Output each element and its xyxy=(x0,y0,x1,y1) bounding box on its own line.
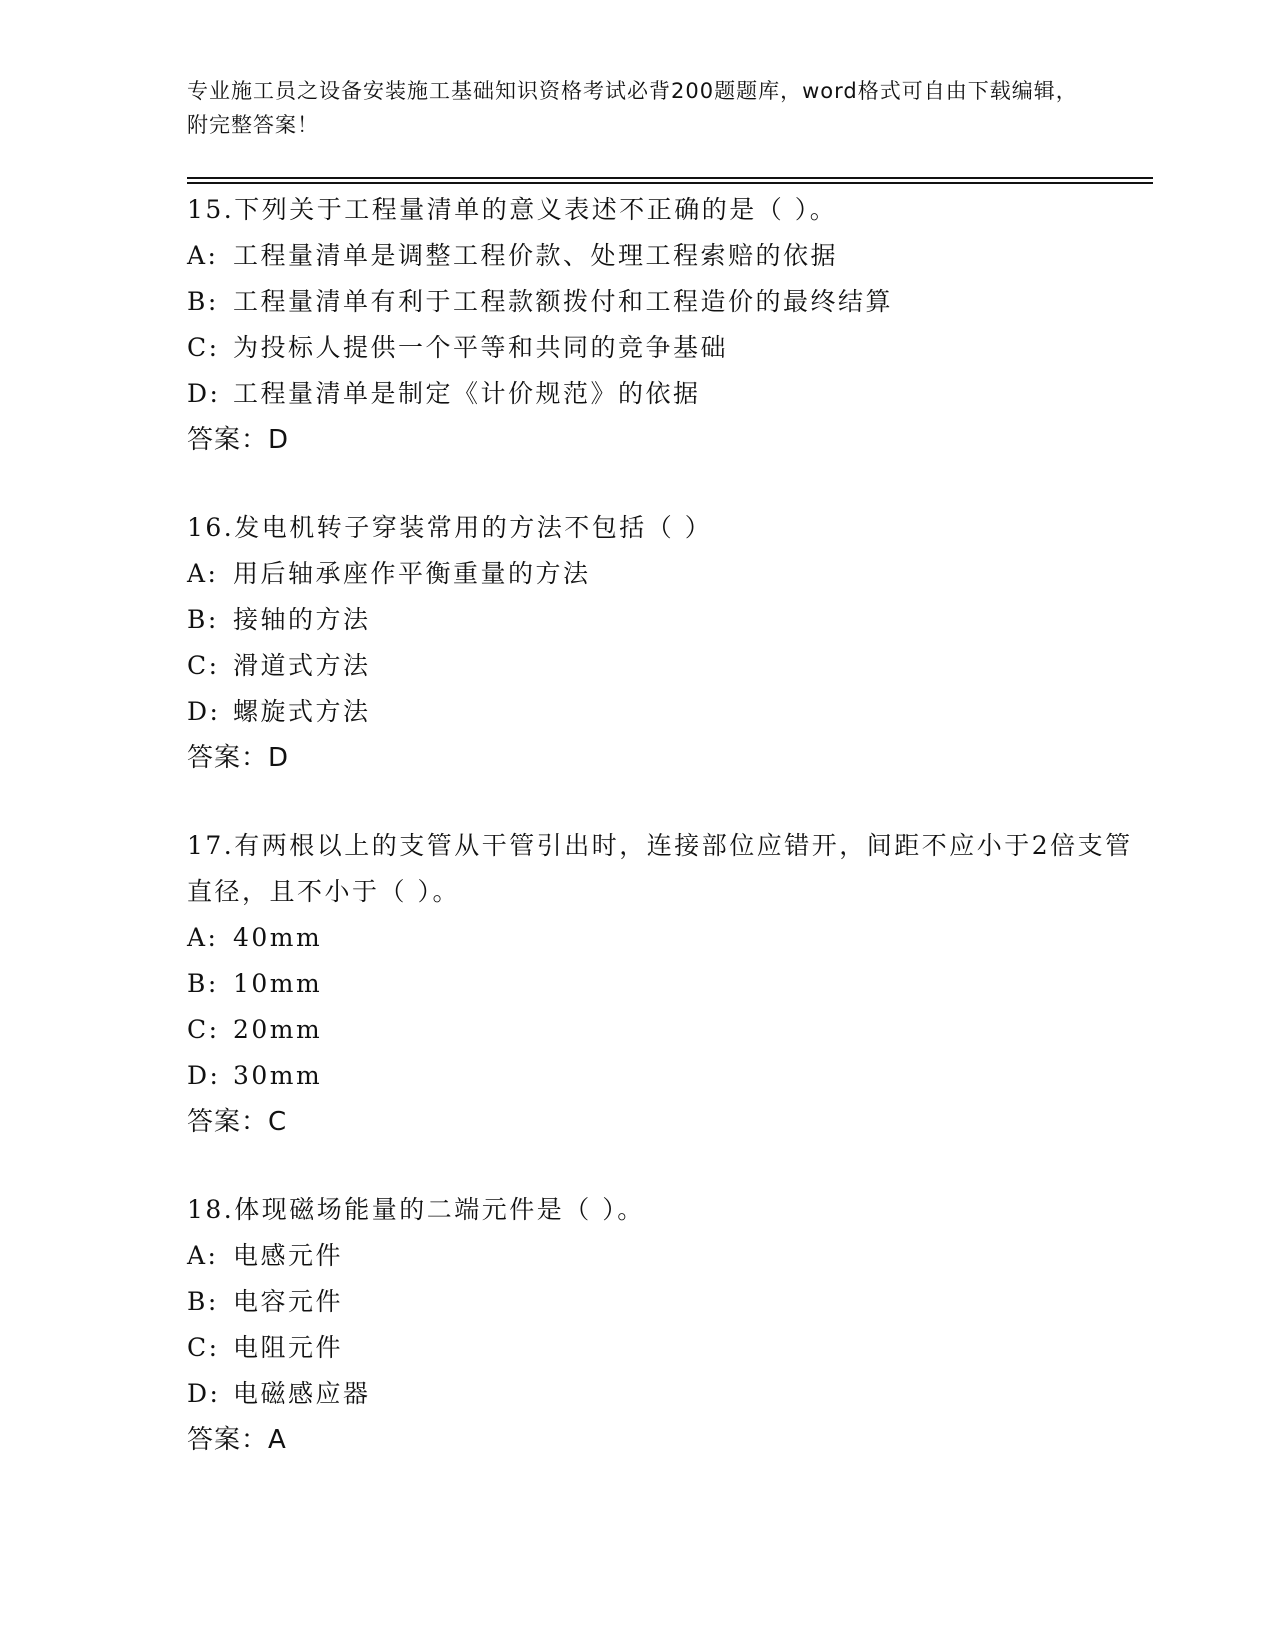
option-letter: C: xyxy=(187,333,220,362)
option-d xyxy=(187,689,1147,735)
option-text: 用后轴承座作平衡重量的方法 xyxy=(233,559,591,588)
question-17 xyxy=(187,823,1147,1145)
option-text: 滑道式方法 xyxy=(233,651,371,680)
question-stem: 17.有两根以上的支管从干管引出时，连接部位应错开，间距不应小于2倍支管直径，且不小于（ ）。 xyxy=(187,831,1133,906)
option-text: 工程量清单有利于工程款额拨付和工程造价的最终结算 xyxy=(233,287,894,316)
option-a xyxy=(187,233,1147,279)
option-text: 电感元件 xyxy=(233,1241,344,1270)
option-letter: D: xyxy=(187,379,221,408)
question-stem: 18.体现磁场能量的二端元件是（ ）。 xyxy=(187,1195,645,1224)
option-text: 螺旋式方法 xyxy=(233,697,371,726)
question-18 xyxy=(187,1187,1147,1463)
option-text: 电容元件 xyxy=(233,1287,344,1316)
option-letter: C: xyxy=(187,651,220,680)
option-a xyxy=(187,1233,1147,1279)
question-15 xyxy=(187,187,1147,463)
option-letter: B: xyxy=(187,287,219,316)
option-b xyxy=(187,279,1147,325)
option-c xyxy=(187,1325,1147,1371)
option-c xyxy=(187,643,1147,689)
option-letter: A: xyxy=(187,1241,219,1270)
header-divider-top xyxy=(187,177,1153,179)
question-stem: 15.下列关于工程量清单的意义表述不正确的是（ ）。 xyxy=(187,195,838,224)
option-a xyxy=(187,551,1147,597)
option-letter: D: xyxy=(187,697,221,726)
question-stem: 16.发电机转子穿装常用的方法不包括（ ） xyxy=(187,513,713,542)
answer-label: 答案：A xyxy=(187,1425,287,1455)
header-divider-bottom xyxy=(187,182,1153,184)
option-letter: B: xyxy=(187,969,219,998)
option-c xyxy=(187,1007,1147,1053)
option-letter: C: xyxy=(187,1015,220,1044)
option-text: 为投标人提供一个平等和共同的竞争基础 xyxy=(233,333,729,362)
option-d xyxy=(187,1053,1147,1099)
option-letter: A: xyxy=(187,241,219,270)
option-text: 工程量清单是制定《计价规范》的依据 xyxy=(233,379,701,408)
option-letter: B: xyxy=(187,1287,219,1316)
question-16 xyxy=(187,505,1147,781)
option-text: 接轴的方法 xyxy=(233,605,371,634)
option-d xyxy=(187,371,1147,417)
option-text: 电磁感应器 xyxy=(233,1379,371,1408)
option-text: 电阻元件 xyxy=(233,1333,344,1362)
option-text: 10mm xyxy=(233,969,323,998)
option-a xyxy=(187,915,1147,961)
document-header: 专业施工员之设备安装施工基础知识资格考试必背200题题库，word格式可自由下载编辑，附完整答案！ xyxy=(187,79,1078,137)
option-b xyxy=(187,1279,1147,1325)
answer-label: 答案：D xyxy=(187,425,290,455)
option-d xyxy=(187,1371,1147,1417)
answer-label: 答案：C xyxy=(187,1107,288,1137)
option-c xyxy=(187,325,1147,371)
option-text: 20mm xyxy=(233,1015,323,1044)
option-letter: C: xyxy=(187,1333,220,1362)
option-letter: B: xyxy=(187,605,219,634)
answer-label: 答案：D xyxy=(187,743,290,773)
option-text: 工程量清单是调整工程价款、处理工程索赔的依据 xyxy=(233,241,839,270)
option-letter: A: xyxy=(187,559,219,588)
option-b xyxy=(187,961,1147,1007)
option-letter: A: xyxy=(187,923,219,952)
option-letter: D: xyxy=(187,1061,221,1090)
option-b xyxy=(187,597,1147,643)
option-text: 30mm xyxy=(233,1061,323,1090)
question-list xyxy=(187,187,1147,1505)
option-letter: D: xyxy=(187,1379,221,1408)
option-text: 40mm xyxy=(233,923,323,952)
